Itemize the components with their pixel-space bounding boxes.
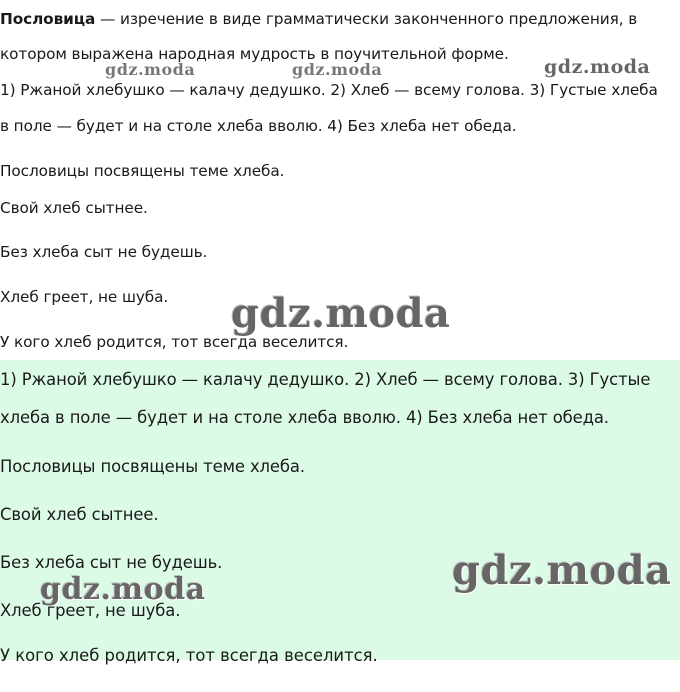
watermark-logo: gdz.moda [231,290,451,337]
answer-proverb-1: Свой хлеб сытнее. [0,505,159,524]
theme-line: Пословицы посвящены теме хлеба. [0,162,285,180]
proverb-2: Без хлеба сыт не будешь. [0,243,208,261]
answer-cut-line [0,646,390,665]
proverb-1: Свой хлеб сытнее. [0,199,148,217]
watermark-logo: gdz.moda [544,56,651,78]
watermark-logo: gdz.moda [292,60,383,79]
proverbs-line-2: в поле — будет и на столе хлеба вволю. 4) Без хлеба нет обеда. [0,117,517,135]
answer-proverb-2: Без хлеба сыт не будешь. [0,553,223,572]
answer-proverb-3: Хлеб греет, не шуба. [0,601,181,620]
definition-line-2: котором выражена народная мудрость в поучительной форме. [0,45,509,63]
definition-text: — изречение в виде грамматически законченного предложения, в [95,10,638,28]
proverbs-line-1: 1) Ржаной хлебушко — калачу дедушко. 2) Хлеб — всему голова. 3) Густые хлеба [0,81,658,99]
definition-line-1 [0,10,637,28]
answer-block [0,360,680,660]
answer-line-1: 1) Ржаной хлебушко — калачу дедушко. 2) Хлеб — всему голова. 3) Густые [0,370,651,389]
answer-line-2: хлеба в поле — будет и на столе хлеба вволю. 4) Без хлеба нет обеда. [0,408,609,427]
answer-theme-line: Пословицы посвящены теме хлеба. [0,457,305,476]
watermark-logo: gdz.moda [40,572,206,607]
watermark-logo: gdz.moda [105,60,196,79]
watermark-logo: gdz.moda [452,547,672,594]
definition-term: Пословица [0,10,96,28]
proverb-3: Хлеб греет, не шуба. [0,288,169,306]
answer-proverb-4-cut: У кого хлеб родится, тот всегда веселится. [0,646,378,665]
proverb-4: У кого хлеб родится, тот всегда веселится. [0,333,349,351]
